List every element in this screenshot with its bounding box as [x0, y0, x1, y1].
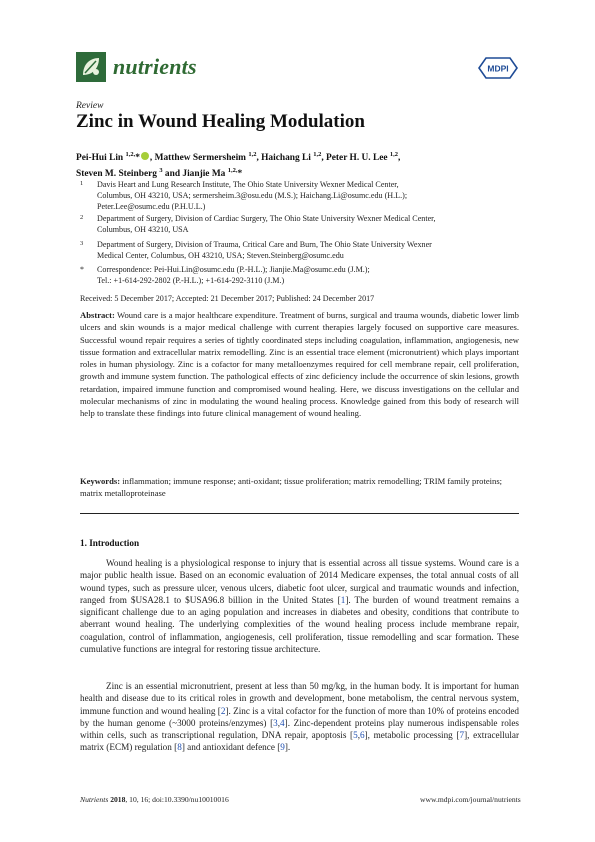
text-run: Wound healing is a physiological response to injury that is essential across all tissue systems. Wound care is a major public health issue. Based on an economic evaluation of 2014 Medicare expenses, the total annual costs of all wound types, such as pressure ulcer, venous ulcers, diabetic foot ulcer, surgical and traumatic wounds and infection, ranged from $USA28.1 to $USA96.8 billion in the United States [	[80, 558, 519, 605]
correspondence	[80, 264, 530, 286]
author-affiliation-marks: 1,2,	[125, 151, 136, 158]
citation-footer	[80, 795, 229, 804]
text-run: ], metabolic processing [	[364, 730, 460, 741]
mdpi-logo-icon	[478, 56, 518, 80]
affiliation-line: Peter.Lee@osumc.edu (P.H.U.L.)	[97, 202, 206, 211]
affiliation-line: Columbus, OH 43210, USA	[97, 225, 189, 234]
text-run: ,	[277, 717, 281, 728]
abstract-label: Abstract:	[80, 310, 115, 320]
text-run: ]. Zinc-dependent proteins play numerous indispensable roles within cells, such as transcriptional regulation, DNA repair, apoptosis [	[80, 717, 519, 741]
abstract-text: Wound care is a major healthcare expenditure. Treatment of burns, surgical and trauma wounds, diabetic lower limb ulcers and skin wounds is a major medical challenge with current therapies largely focused on supportive care measures. Successful wound repair requires a series of tightly coordinated steps including coagulation, inflammation, angiogenesis, new tissue formation and extracellular matrix remodelling. Zinc is an essential trace element (micronutrient) which plays important roles in human physiology. Zinc is a cofactor for many metalloenzymes required for cell membrane repair, cell proliferation, growth and immune system function. The pathological effects of zinc deficiency include the occurrence of skin lesions, growth retardation, impaired immune function and compromised wound healing. Here, we discuss investigations on the cellular and molecular mechanisms of zinc in modulating the wound healing process. Knowledge gained from this body of research will help to translate these findings into future clinical management of wound healing.	[80, 310, 519, 419]
affiliation-line: Tel.: +1-614-292-2802 (P.-H.L.); +1-614-292-3110 (J.M.)	[97, 276, 285, 285]
citation-link[interactable]: 3	[273, 717, 278, 728]
footer-year: 2018	[110, 795, 126, 804]
citation-link[interactable]: 4	[280, 717, 285, 728]
footer-journal: Nutrients	[80, 795, 109, 804]
footer-doi: , 10, 16; doi:10.3390/nu10010016	[125, 795, 229, 804]
affiliation-line: Medical Center, Columbus, OH 43210, USA; Steven.Steinberg@osumc.edu	[97, 251, 344, 260]
author-separator: and	[162, 168, 183, 179]
paragraph-1	[80, 557, 519, 655]
affiliation-1	[80, 179, 530, 213]
publisher-name: MDPI	[487, 63, 509, 74]
citation-link[interactable]: 5	[353, 730, 358, 741]
text-run: ].	[284, 742, 291, 753]
leaf-icon	[76, 52, 106, 82]
text-run: ]. Zinc is a vital cofactor for the function of more than 10% of proteins encoded by the human genome (~3000 proteins/enzymes) [	[80, 705, 519, 728]
author-name: Steven M. Steinberg	[76, 168, 160, 179]
text-run: ], extracellular matrix (ECM) regulation [	[80, 730, 520, 753]
citation-link[interactable]: 8	[177, 742, 182, 753]
author-separator: ,	[321, 153, 327, 164]
abstract	[80, 309, 519, 420]
affiliation-line: Columbus, OH 43210, USA; sermersheim.3@osu.edu (M.S.); Haichang.Li@osumc.edu (H.L.);	[97, 191, 408, 200]
affiliation-line: Davis Heart and Lung Research Institute, The Ohio State University Wexner Medical Center,	[97, 180, 399, 189]
author-affiliation-marks: 1,2,	[227, 166, 238, 174]
author-affiliation-marks: 1,2	[313, 151, 322, 158]
author-separator: ,	[256, 153, 262, 164]
paragraph-2	[80, 680, 519, 754]
citation-link[interactable]: 2	[220, 705, 226, 716]
publication-dates: Received: 5 December 2017; Accepted: 21 December 2017; Published: 24 December 2017	[80, 294, 375, 303]
citation-link[interactable]: 1	[340, 594, 346, 605]
article-title: Zinc in Wound Healing Modulation	[76, 111, 365, 132]
keywords	[80, 475, 519, 500]
affiliation-mark: *	[80, 265, 84, 274]
author-affiliation-marks: 3	[159, 166, 163, 174]
affiliation-3	[80, 239, 530, 261]
affiliation-mark: 1	[80, 180, 84, 187]
affiliation-2	[80, 213, 530, 235]
author-list	[76, 149, 526, 180]
affiliation-mark: 2	[80, 214, 84, 221]
author-separator: ,	[149, 153, 155, 164]
citation-link[interactable]: 9	[280, 742, 285, 753]
text-run: ,	[357, 730, 360, 741]
publisher-logo	[478, 56, 518, 85]
affiliation-line: Department of Surgery, Division of Trauma, Critical Care and Burn, The Ohio State University Wexner	[97, 240, 432, 249]
journal-logo	[76, 52, 106, 82]
affiliation-line: Correspondence: Pei-Hui.Lin@osumc.edu (P.-H.L.); Jianjie.Ma@osumc.edu (J.M.);	[97, 265, 370, 274]
author-affiliation-marks: 1,2	[248, 151, 257, 158]
section-heading: 1. Introduction	[80, 538, 140, 548]
author-name: Peter H. U. Lee	[326, 153, 390, 164]
author-separator: ,	[398, 153, 401, 164]
author-affiliation-marks: 1,2	[389, 151, 399, 158]
corresponding-author-mark: *	[237, 168, 243, 179]
author-name: Matthew Sermersheim	[154, 153, 249, 164]
orcid-icon[interactable]	[141, 152, 149, 160]
keywords-text: inflammation; immune response; anti-oxidant; tissue proliferation; matrix remodelling; TRIM family proteins; matrix metalloproteinase	[80, 476, 503, 499]
article-type: Review	[76, 101, 104, 111]
text-run: Zinc is an essential micronutrient, present at less than 50 mg/kg, in the human body. It is important for human health and disease due to its critical roles in growth and development, bone metabolism, the central nervous system, immune function and wound healing [	[80, 681, 519, 716]
affiliation-line: Department of Surgery, Division of Cardiac Surgery, The Ohio State University Wexner Medical Center,	[97, 214, 436, 223]
citation-link[interactable]: 7	[459, 730, 465, 741]
keywords-label: Keywords:	[80, 476, 121, 486]
text-run: ] and antioxidant defence [	[181, 742, 281, 753]
author-name: Pei-Hui Lin	[76, 153, 126, 164]
divider	[80, 513, 519, 514]
author-name: Haichang Li	[261, 153, 314, 164]
text-run: ]. The burden of wound treatment remains a significant challenge due to an aging population and increases in diabetes and obesity, conditions that contribute to aberrant wound healing. The underlying complexities of the wound healing process include membrane repair, coagulation, control of inflammation, angiogenesis, cell proliferation, tissue remodelling and scar formation. These cumulative functions are integral for restoring tissue architecture.	[80, 594, 519, 655]
corresponding-author-mark: *	[135, 153, 140, 164]
author-name: Jianjie Ma	[182, 168, 228, 179]
affiliation-mark: 3	[80, 240, 84, 247]
citation-link[interactable]: 6	[360, 730, 365, 741]
journal-name: nutrients	[113, 54, 197, 79]
journal-url[interactable]: www.mdpi.com/journal/nutrients	[420, 795, 521, 804]
